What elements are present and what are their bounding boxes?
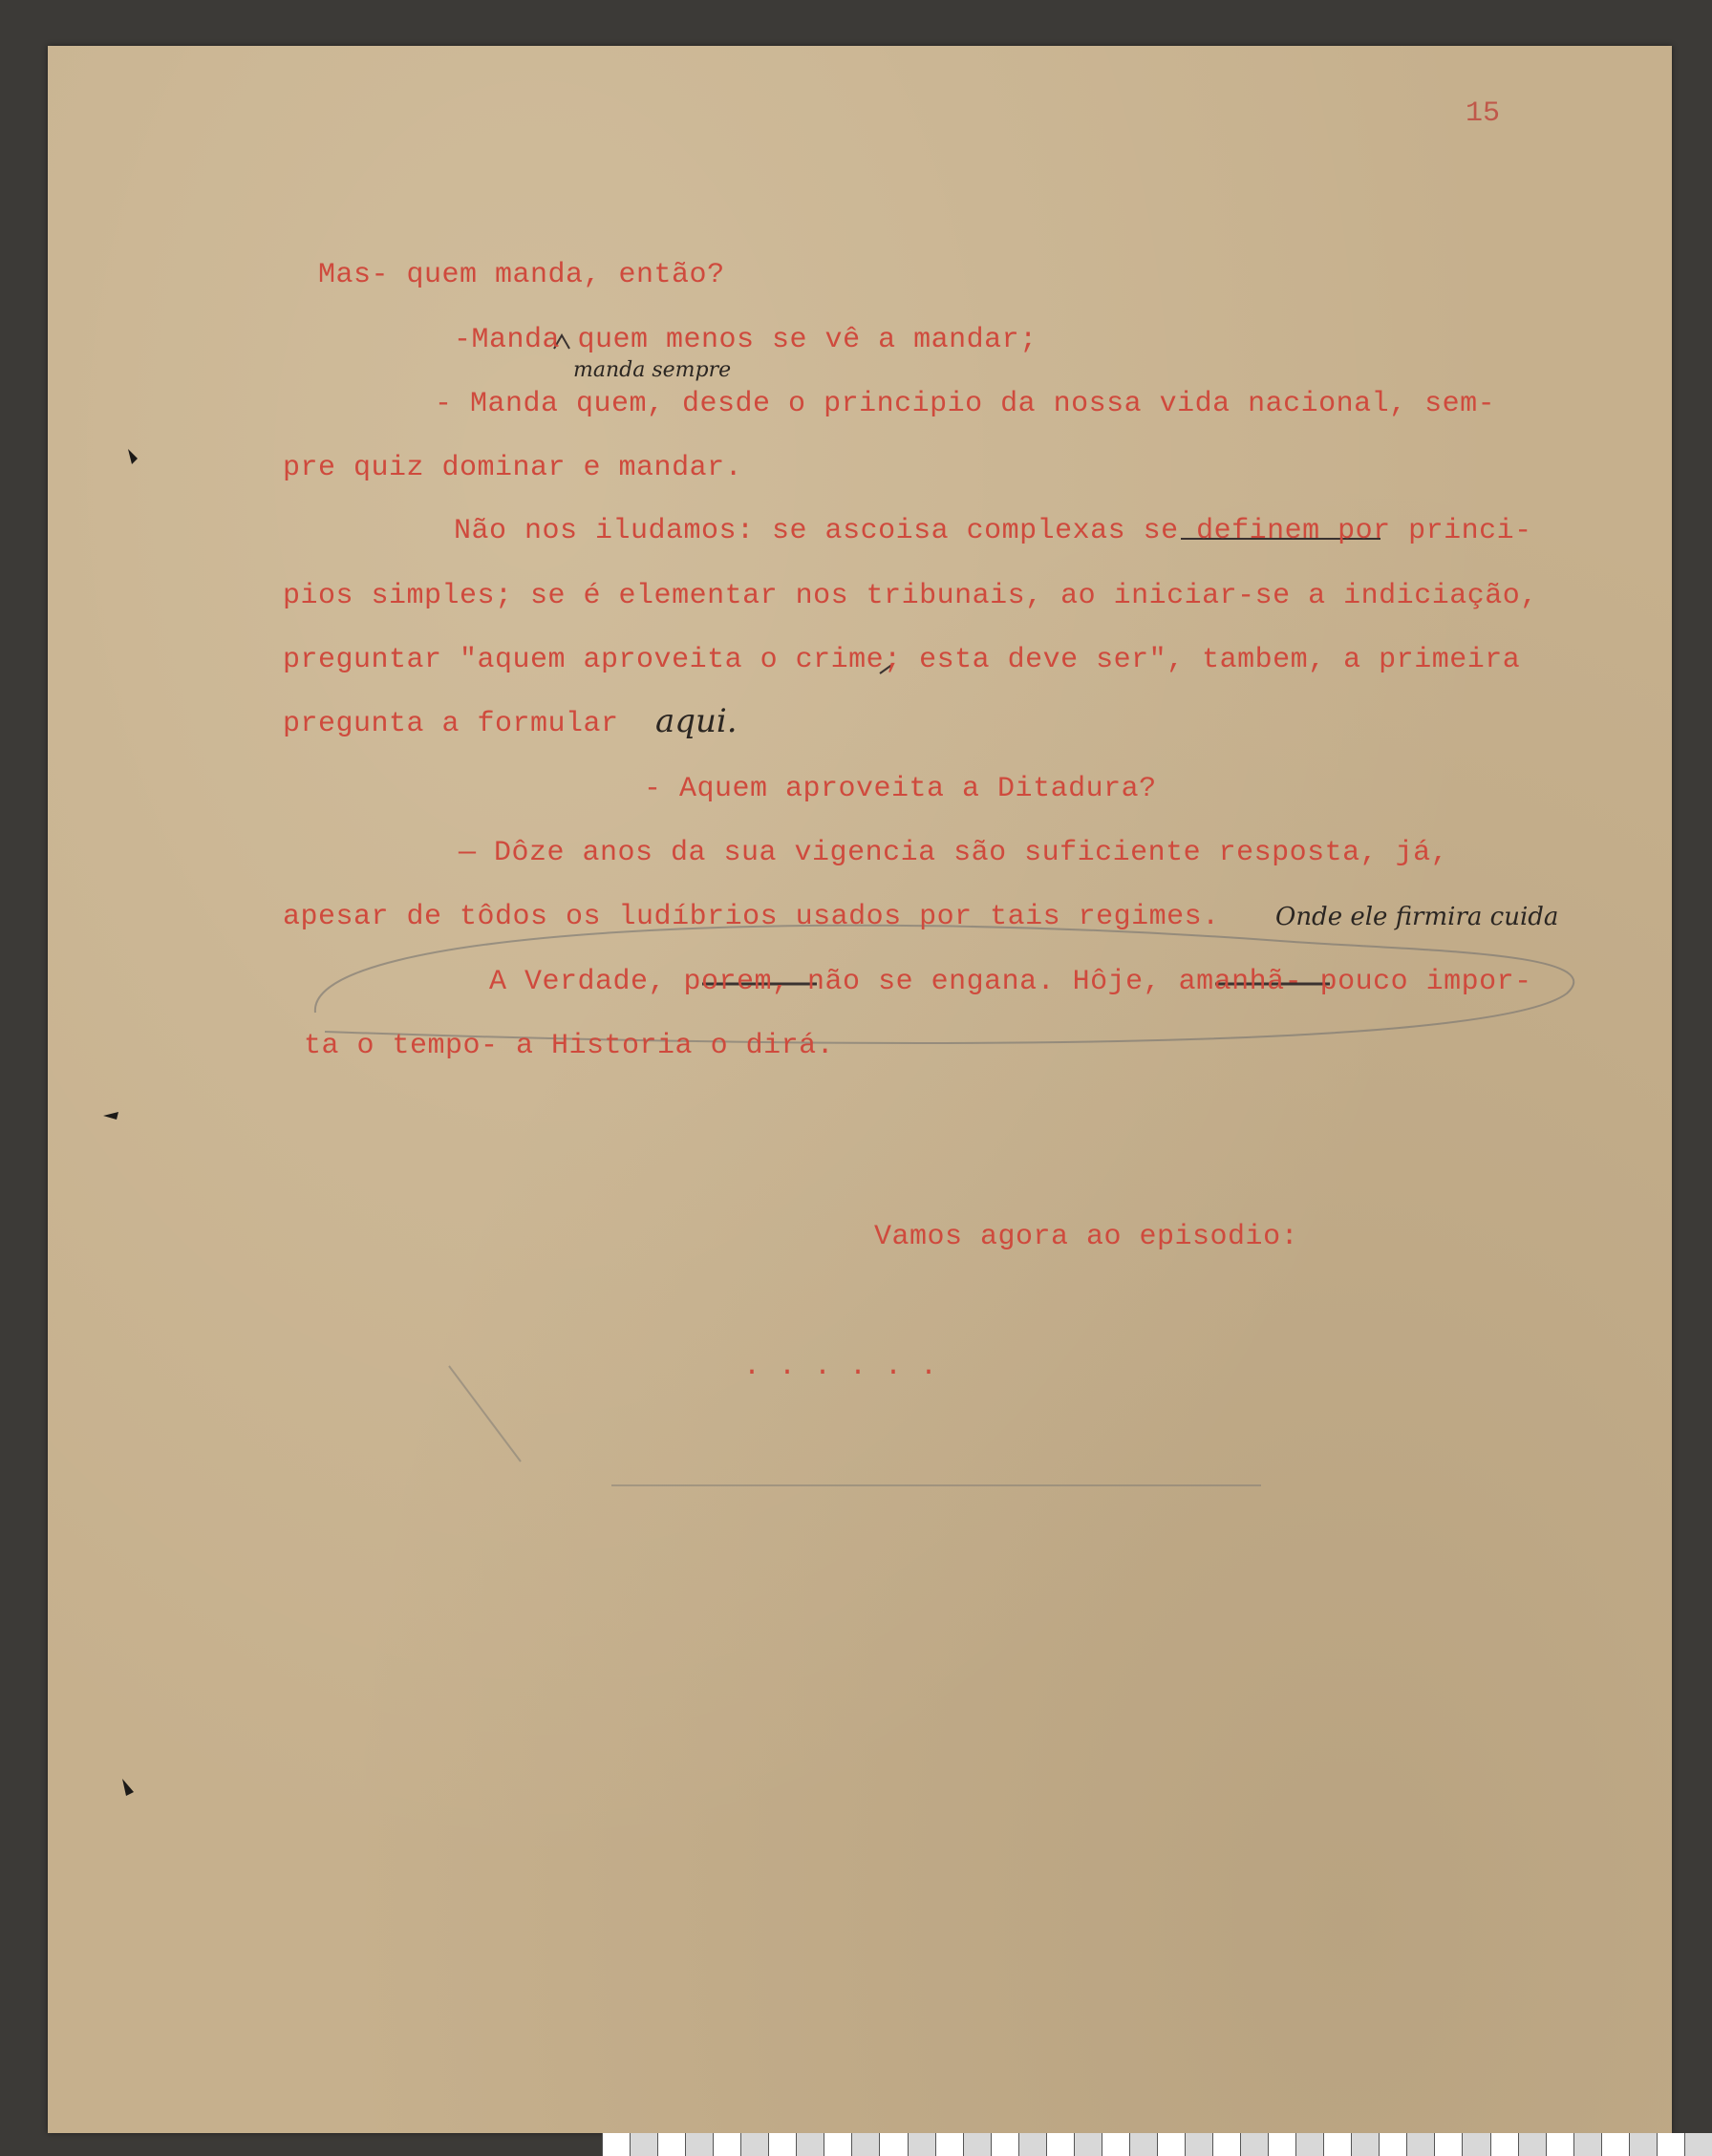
scale-segment [1046,2133,1074,2156]
typed-line: Mas- quem manda, então? [318,259,725,291]
scale-segment [1518,2133,1546,2156]
handwritten-above-line-3: manda sempre [573,358,732,382]
typed-line: pregunta a formular [283,708,619,740]
scale-segment [1657,2133,1684,2156]
scale-segment [935,2133,963,2156]
typed-line: preguntar "aquem aproveita o crime; esta deve ser", tambem, a primeira [283,644,1521,676]
typed-line: ta o tempo- a Historia o dirá. [304,1030,835,1062]
scale-segment [713,2133,740,2156]
handwritten-after-regimes: Onde ele firmira cuida [1275,903,1559,931]
handwritten-after-formular: aqui. [655,702,738,740]
typed-line: . . . . . . [743,1351,938,1383]
scale-segment [1240,2133,1268,2156]
scale-segment [1629,2133,1657,2156]
typed-line: Não nos iludamos: se ascoisa complexas se definem por princi- [454,515,1532,547]
scale-segment [768,2133,796,2156]
scale-segment [879,2133,907,2156]
scale-segment [851,2133,879,2156]
scale-segment [1601,2133,1629,2156]
scale-segment [1212,2133,1240,2156]
typed-line: A Verdade, porem, não se engana. Hôje, amanhã- pouco impor- [489,966,1532,998]
scale-segment [1684,2133,1712,2156]
scale-segment [685,2133,713,2156]
scale-bar [602,2133,1712,2156]
typed-line: pios simples; se é elementar nos tribunais, ao iniciar-se a indiciação, [283,580,1538,612]
scale-segment [1102,2133,1129,2156]
scale-segment [657,2133,685,2156]
typed-line: apesar de tôdos os ludíbrios usados por tais regimes. [283,901,1220,933]
scale-segment [740,2133,768,2156]
scale-segment [824,2133,851,2156]
scale-segment [1490,2133,1518,2156]
scale-segment [1074,2133,1102,2156]
scale-segment [630,2133,657,2156]
typed-line: Vamos agora ao episodio: [874,1221,1299,1253]
typed-line: pre quiz dominar e mandar. [283,452,743,484]
scale-segment [1018,2133,1046,2156]
typed-line: - Aquem aproveita a Ditadura? [644,773,1157,805]
scale-segment [1462,2133,1489,2156]
scale-segment [1295,2133,1323,2156]
scale-segment [1546,2133,1573,2156]
scale-segment [1573,2133,1601,2156]
scale-segment [602,2133,630,2156]
page-number: 15 [1466,97,1501,130]
scale-segment [1268,2133,1295,2156]
scale-segment [991,2133,1018,2156]
scale-segment [1157,2133,1185,2156]
typed-line: - Manda quem, desde o principio da nossa vida nacional, sem- [435,388,1496,420]
typed-line: -Manda quem menos se vê a mandar; [454,324,1038,356]
typed-line: — Dôze anos da sua vigencia são suficiente resposta, já, [459,837,1449,869]
scale-segment [1129,2133,1157,2156]
scale-segment [963,2133,991,2156]
scale-segment [1434,2133,1462,2156]
scale-segment [1323,2133,1351,2156]
scale-segment [908,2133,935,2156]
scale-segment [1406,2133,1434,2156]
scale-segment [796,2133,824,2156]
scale-segment [1351,2133,1379,2156]
typed-page [48,46,1672,2133]
scale-segment [1185,2133,1212,2156]
scale-segment [1379,2133,1406,2156]
